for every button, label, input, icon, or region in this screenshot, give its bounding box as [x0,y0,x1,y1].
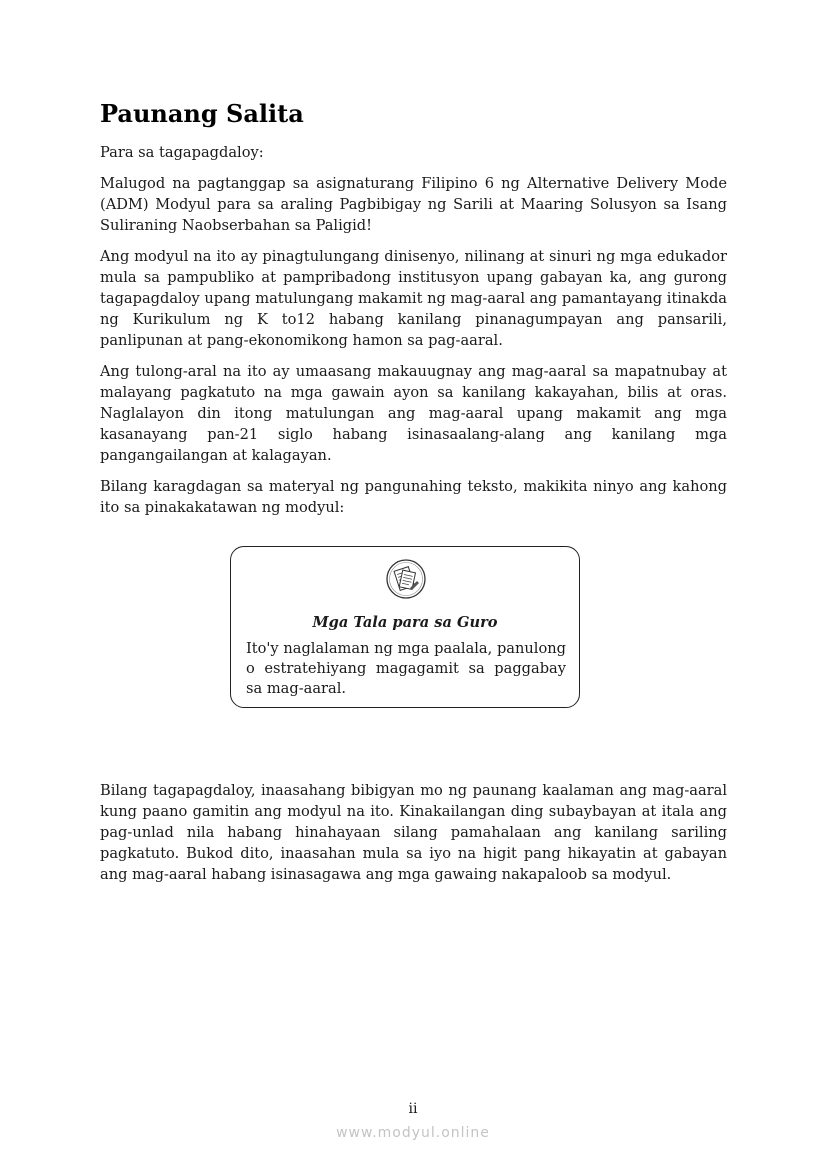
teacher-notes-box [230,546,580,708]
paragraph-module-purpose: Ang tulong-aral na ito ay umaasang makauugnay ang mag-aaral sa mapatnubay at malayang pagkatuto na mga gawain ayon sa kanilang kakayahan, bilis at oras. Naglalayon din itong matulungan ang mag-aaral upang makamit ang mga kasanayang pan-21 siglo habang isinasaalang-alang ang kanilang mga pangangailangan at kalagayan. [100,363,727,464]
notes-icon [386,559,426,599]
page-title: Paunang Salita [100,99,304,128]
paragraph-facilitator-role: Bilang tagapagdaloy, inaasahang bibigyan mo ng paunang kaalaman ang mag-aaral kung paano gamitin ang modyul na ito. Kinakailangan ding subaybayan at itala ang pag-unlad nila habang hinahayaan silang pamahalaan ang kanilang sariling pagkatuto. Bukod dito, inaasahan mula sa iyo na higit pang hikayatin at gabayan ang mag-aaral habang isinasagawa ang mga gawaing nakapaloob sa modyul. [100,782,727,883]
watermark: www.modyul.online [336,1125,490,1141]
main-content [100,98,727,528]
paragraph-welcome: Malugod na pagtanggap sa asignaturang Filipino 6 ng Alternative Delivery Mode (ADM) Modyul para sa araling Pagbibigay ng Sarili at Maaring Solusyon sa Isang Suliraning Naobserbahan sa Paligid! [100,175,727,234]
callout-heading: Mga Tala para sa Guro [312,614,498,631]
callout-body: Ito'y naglalaman ng mga paalala, panulong o estratehiyang magagamit sa paggabay sa mag-aaral. [246,640,566,697]
closing-section [100,780,727,895]
paragraph-greeting: Para sa tagapagdaloy: [100,144,264,161]
page-number: ii [408,1101,418,1117]
paragraph-module-design: Ang modyul na ito ay pinagtulungang dinisenyo, nilinang at sinuri ng mga edukador mula sa pampubliko at pampribadong institusyon upang gabayan ka, ang gurong tagapagdaloy upang matulungang makamit ng mag-aaral ang pamantayang itinakda ng Kurikulum ng K to12 habang kanilang pinanagumpayan ang pansarili, panlipunan at pang-ekonomikong hamon sa pag-aaral. [100,248,727,349]
paragraph-box-intro: Bilang karagdagan sa materyal ng pangunahing teksto, makikita ninyo ang kahong ito sa pinakakatawan ng modyul: [100,478,727,516]
